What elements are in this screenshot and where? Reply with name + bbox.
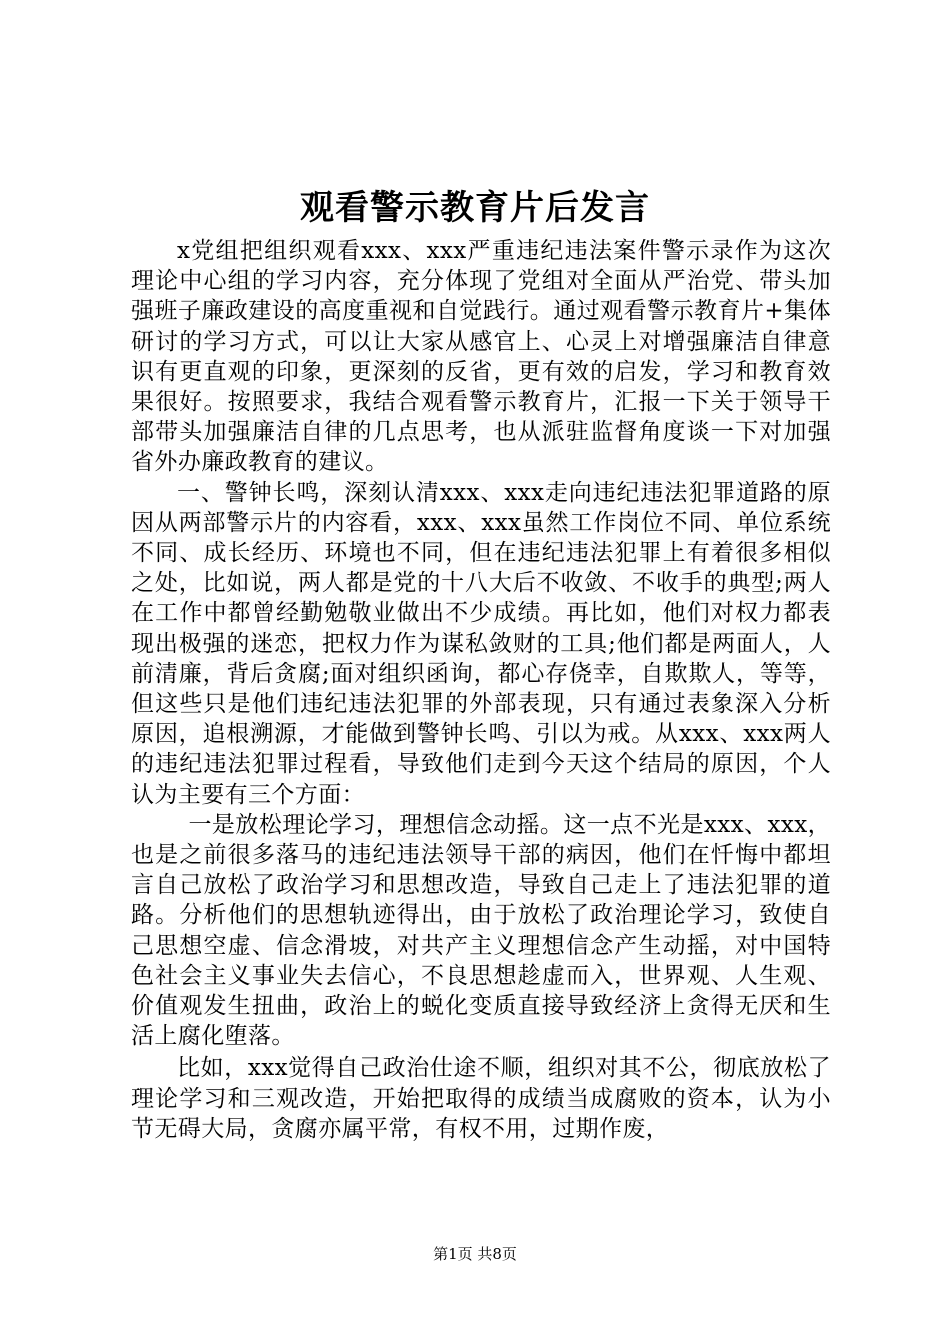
paragraph-1: x党组把组织观看xxx、xxx严重违纪违法案件警示录作为这次理论中心组的学习内容，充分体现了党组对全面从严治党、带头加强班子廉政建设的高度重视和自觉践行。通过观看警示教育片+集体研讨的学习方式，可以让大家从感官上、心灵上对增强廉洁自律意识有更直观的印象，更深刻的反省，更有效的启发，学习和教育效果很好。按照要求，我结合观看警示教育片，汇报一下关于领导干部带头加强廉洁自律的几点思考，也从派驻监督角度谈一下对加强省外办廉政教育的建议。 <box>131 238 831 476</box>
paragraph-4: 比如，xxx觉得自己政治仕途不顺，组织对其不公，彻底放松了理论学习和三观改造，开始把取得的成绩当成腐败的资本，认为小节无碍大局，贪腐亦属平常，有权不用，过期作废， <box>131 1055 831 1142</box>
page-number-footer: 第1页 共8页 <box>433 1245 517 1263</box>
document-title: 观看警示教育片后发言 <box>300 188 650 228</box>
paragraph-3: 一是放松理论学习，理想信念动摇。这一点不光是xxx、xxx，也是之前很多落马的违纪违法领导干部的病因，他们在忏悔中都坦言自己放松了政治学习和思想改造，导致自己走上了违法犯罪的道路。分析他们的思想轨迹得出，由于放松了政治理论学习，致使自己思想空虚、信念滑坡，对共产主义理想信念产生动摇，对中国特色社会主义事业失去信心，不良思想趁虚而入，世界观、人生观、价值观发生扭曲，政治上的蜕化变质直接导致经济上贪得无厌和生活上腐化堕落。 <box>131 811 831 1050</box>
document-body <box>131 236 831 1144</box>
paragraph-2: 一、警钟长鸣，深刻认清xxx、xxx走向违纪违法犯罪道路的原因从两部警示片的内容看，xxx、xxx虽然工作岗位不同、单位系统不同、成长经历、环境也不同，但在违纪违法犯罪上有着很多相似之处，比如说，两人都是党的十八大后不收敛、不收手的典型;两人在工作中都曾经勤勉敬业做出不少成绩。再比如，他们对权力都表现出极强的迷恋，把权力作为谋私敛财的工具;他们都是两面人，人前清廉，背后贪腐;面对组织函询，都心存侥幸，自欺欺人，等等，但这些只是他们违纪违法犯罪的外部表现，只有通过表象深入分析原因，追根溯源，才能做到警钟长鸣、引以为戒。从xxx、xxx两人的违纪违法犯罪过程看，导致他们走到今天这个结局的原因，个人认为主要有三个方面： <box>131 479 831 808</box>
